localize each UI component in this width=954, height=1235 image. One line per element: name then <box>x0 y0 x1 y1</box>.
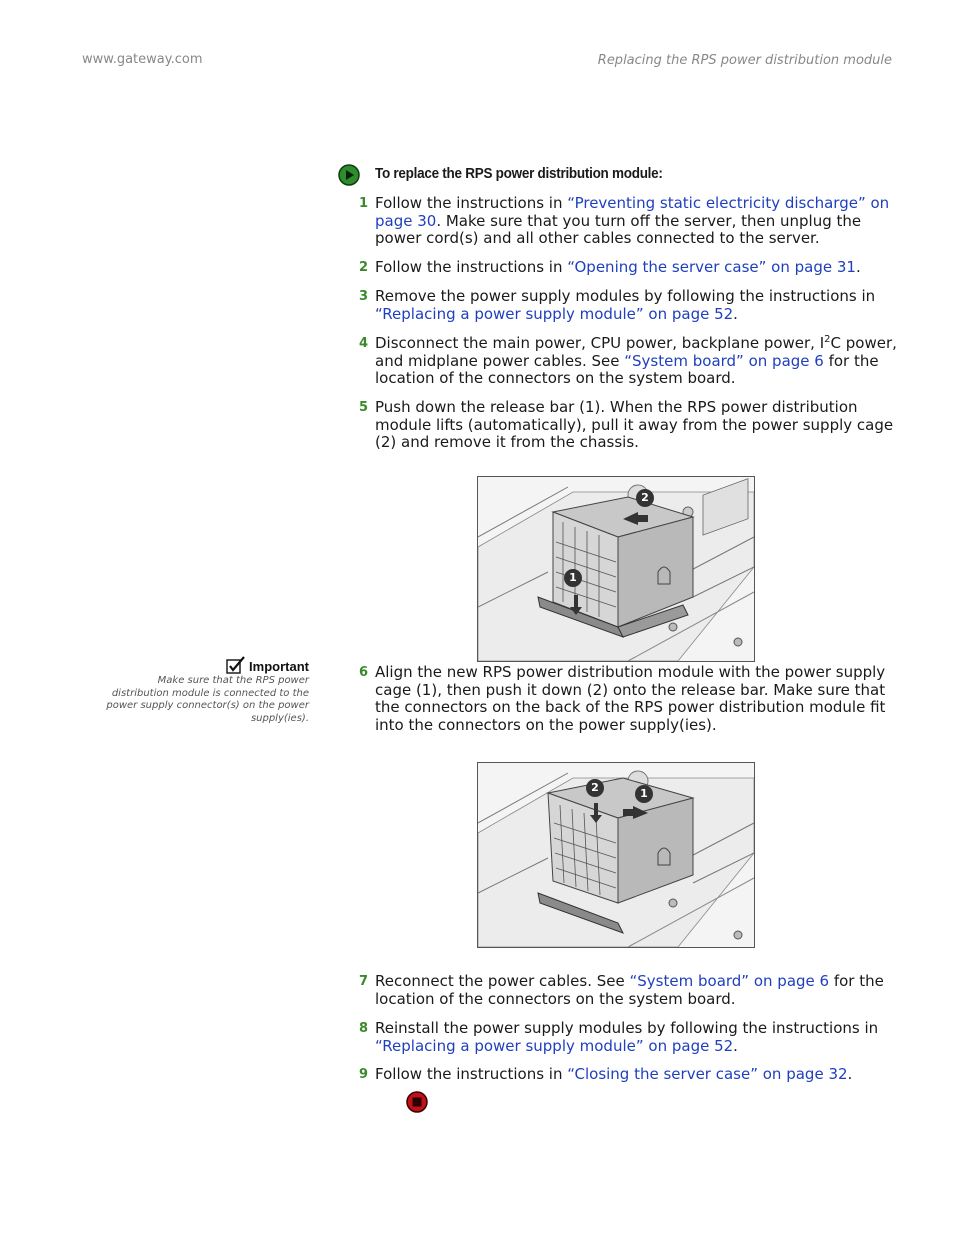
step-text: Push down the release bar (1). When the RPS power distribution module lifts (automatically), pull it away from the power supply cage (2) and remove it from the chassis. <box>375 398 894 451</box>
link-replacing-psu[interactable]: “Replacing a power supply module” on page 52 <box>375 1036 734 1055</box>
important-body: Make sure that the RPS power distribution module is connected to the power supply connector(s) on the power supply(ies). <box>106 675 309 724</box>
figure-callout: 2 <box>636 489 654 507</box>
page-header-site: www.gateway.com <box>82 52 203 67</box>
step-4 <box>352 335 897 388</box>
step-number: 9 <box>358 1067 368 1082</box>
procedure-title: To replace the RPS power distribution module: <box>375 165 663 182</box>
step-number: 1 <box>358 196 368 211</box>
step-5 <box>352 399 897 452</box>
step-8 <box>352 1020 897 1055</box>
step-7 <box>352 973 897 1008</box>
step-text: for the location of the connectors on the system board. <box>375 351 879 387</box>
step-text: Remove the power supply modules by following the instructions in <box>375 287 876 305</box>
step-2 <box>352 259 897 277</box>
link-replacing-psu[interactable]: “Replacing a power supply module” on page 52 <box>375 304 734 323</box>
figure-callout: 1 <box>635 785 653 803</box>
figure-removal <box>477 476 755 662</box>
link-system-board[interactable]: “System board” on page 6 <box>624 351 824 370</box>
step-text: . <box>733 1036 738 1055</box>
step-text: C power, and midplane power cables. See <box>375 334 897 370</box>
superscript: 2 <box>824 334 831 345</box>
step-9 <box>352 1066 897 1084</box>
step-6 <box>352 664 897 734</box>
procedure-play-icon <box>338 164 360 186</box>
step-text: Reinstall the power supply modules by following the instructions in <box>375 1019 879 1037</box>
step-text: Reconnect the power cables. See <box>375 972 630 990</box>
step-text: . <box>855 258 861 276</box>
figure-callout: 2 <box>586 779 604 797</box>
figure-callout: 1 <box>564 569 582 587</box>
step-text: Disconnect the main power, CPU power, backplane power, I <box>375 334 825 352</box>
step-3 <box>352 288 897 323</box>
important-note <box>100 656 309 725</box>
step-text: . Make sure that you turn off the server, then unplug the power cord(s) and all other cables connected to the server. <box>375 211 862 247</box>
step-text: Align the new RPS power distribution module with the power supply cage (1), then push it down (2) onto the release bar. Make sure that the connectors on the back of the RPS power distribution module fit into the connectors on the power supply(ies). <box>375 663 886 734</box>
figure-installation <box>477 762 755 948</box>
link-static-discharge[interactable]: “Preventing static electricity discharge” on page 30 <box>375 194 890 230</box>
important-heading: Important <box>249 659 309 674</box>
important-checkmark-icon <box>224 656 246 674</box>
step-number: 7 <box>358 974 368 989</box>
stop-icon <box>406 1091 428 1113</box>
step-number: 5 <box>358 400 368 415</box>
step-text: . <box>847 1065 853 1083</box>
step-number: 2 <box>358 260 368 275</box>
step-number: 4 <box>358 336 368 351</box>
step-text: for the location of the connectors on the system board. <box>375 972 884 1008</box>
step-number: 6 <box>358 665 368 680</box>
step-1 <box>352 195 897 248</box>
page-header-section: Replacing the RPS power distribution module <box>597 53 892 68</box>
step-number: 3 <box>358 289 368 304</box>
link-opening-case[interactable]: “Opening the server case” on page 31 <box>567 258 856 276</box>
step-text: Follow the instructions in <box>375 1065 568 1083</box>
link-system-board[interactable]: “System board” on page 6 <box>629 972 830 990</box>
step-number: 8 <box>358 1021 368 1036</box>
step-text: Follow the instructions in <box>375 194 568 212</box>
step-text: . <box>733 304 738 323</box>
link-closing-case[interactable]: “Closing the server case” on page 32 <box>567 1065 848 1083</box>
step-text: Follow the instructions in <box>375 258 568 276</box>
